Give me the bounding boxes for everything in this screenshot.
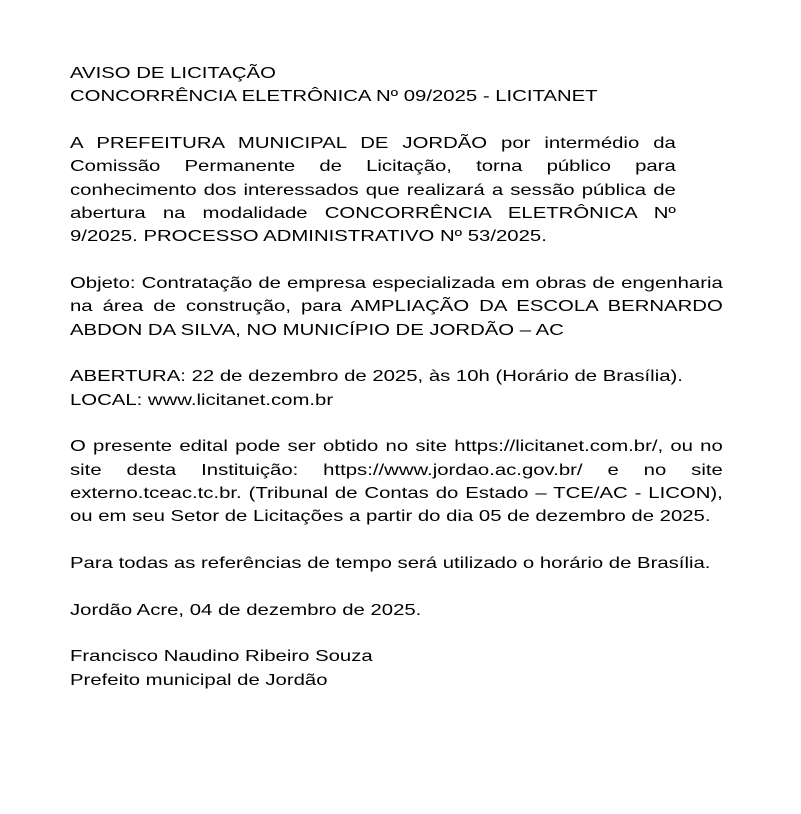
signature-block [70, 645, 723, 692]
text-line: Comissão Permanente de Licitação, torna público para [70, 158, 676, 176]
text-line: ou em seu Setor de Licitações a partir do dia 05 de dezembro de 2025. [70, 508, 711, 526]
intro-paragraph [70, 132, 723, 249]
opening-info [70, 365, 723, 412]
text-line: externo.tceac.tc.br. (Tribunal de Contas do Estado – TCE/AC - LICON), [70, 484, 723, 502]
notice-heading [70, 62, 723, 109]
text-line: ABDON DA SILVA, NO MUNICÍPIO DE JORDÃO – AC [70, 321, 564, 339]
text-line: conhecimento dos interessados que realizará a sessão pública de [70, 181, 676, 199]
text-line: Objeto: Contratação de empresa especializada em obras de engenharia [70, 274, 723, 292]
opening-date-line: ABERTURA: 22 de dezembro de 2025, às 10h (Horário de Brasília). [70, 368, 683, 386]
signer-name: Francisco Naudino Ribeiro Souza [70, 648, 373, 666]
opening-location-line: LOCAL: www.licitanet.com.br [70, 391, 334, 409]
object-paragraph [70, 272, 723, 342]
text-line: na área de construção, para AMPLIAÇÃO DA ESCOLA BERNARDO [70, 298, 723, 316]
edital-paragraph [70, 435, 723, 528]
notice-document [70, 62, 723, 692]
notice-title: AVISO DE LICITAÇÃO [70, 65, 276, 82]
date-line [70, 599, 723, 622]
text-line: A PREFEITURA MUNICIPAL DE JORDÃO por intermédio da [70, 134, 676, 152]
time-reference [70, 552, 723, 575]
signer-role: Prefeito municipal de Jordão [70, 671, 328, 689]
notice-subtitle: CONCORRÊNCIA ELETRÔNICA Nº 09/2025 - LICITANET [70, 88, 598, 106]
text-line: Jordão Acre, 04 de dezembro de 2025. [70, 601, 422, 619]
text-line: O presente edital pode ser obtido no site https://licitanet.com.br/, ou no [70, 438, 723, 456]
text-line: site desta Instituição: https://www.jordao.ac.gov.br/ e no site [70, 461, 723, 479]
text-line: Para todas as referências de tempo será utilizado o horário de Brasília. [70, 554, 711, 572]
text-line: 9/2025. PROCESSO ADMINISTRATIVO Nº 53/2025. [70, 228, 547, 246]
text-line: abertura na modalidade CONCORRÊNCIA ELETRÔNICA Nº [70, 204, 676, 222]
